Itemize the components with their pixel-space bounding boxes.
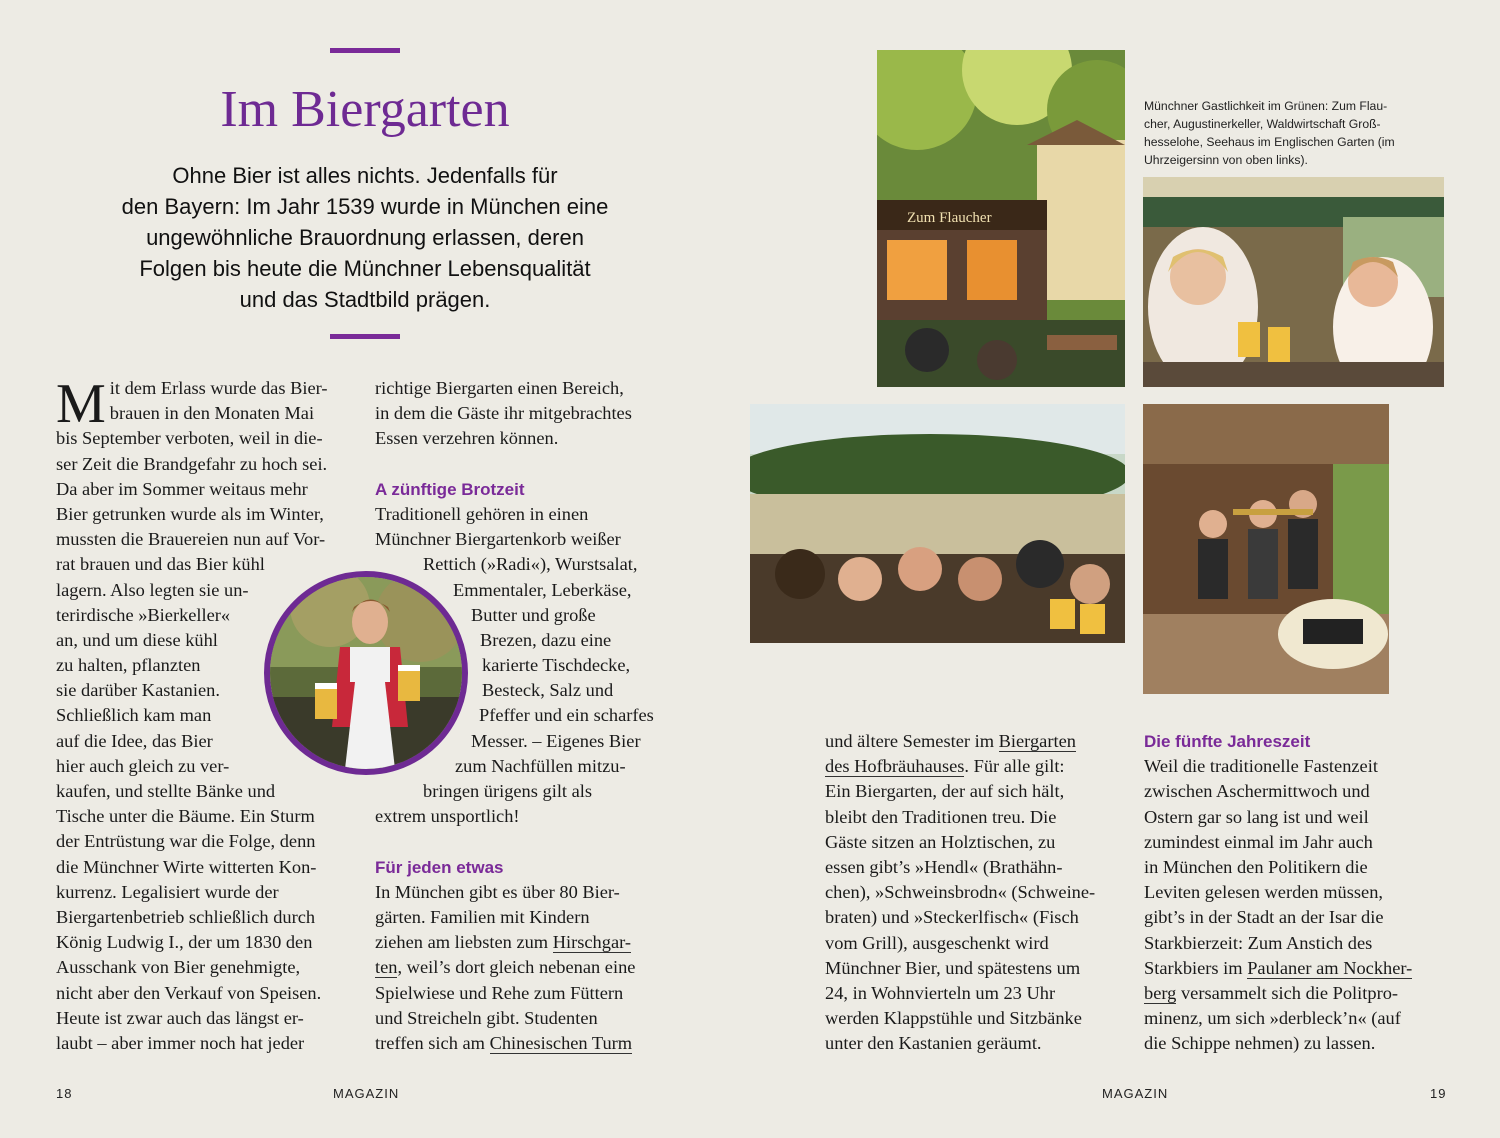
text-line — [1144, 956, 1454, 981]
photo-augustinerkeller — [1143, 177, 1444, 387]
text-line: bringen ürigens gilt als — [423, 781, 593, 801]
text-line — [375, 930, 685, 955]
subheading-fuenfte-jahreszeit: Die fünfte Jahreszeit — [1144, 732, 1311, 751]
text-line: König Ludwig I., der um 1830 den — [56, 932, 313, 953]
text-line: Leviten gelesen werden müssen, — [1144, 882, 1383, 903]
text-line: rat brauen und das Bier kühl — [56, 554, 265, 575]
link-hirschgarten-cont[interactable]: ten — [375, 957, 398, 978]
text-line — [375, 1031, 685, 1056]
text-line: Biergartenbetrieb schließlich durch — [56, 906, 316, 927]
drop-cap: M — [56, 373, 106, 435]
caption-line: Münchner Gastlichkeit im Grünen: Zum Flau- — [1144, 99, 1388, 113]
caption-line: cher, Augustinerkeller, Waldwirtschaft Groß- — [1144, 117, 1381, 131]
lead-line: Ohne Bier ist alles nichts. Jedenfalls für — [172, 163, 558, 188]
text-line: Essen verzehren können. — [375, 428, 559, 449]
column-3-lines — [825, 779, 1135, 1056]
caption-line: Uhrzeigersinn von oben links). — [1144, 153, 1308, 167]
text-line: der Entrüstung war die Folge, denn — [56, 831, 316, 852]
text-line: zum Nachfüllen mitzu- — [455, 755, 626, 776]
text-line: kurrenz. Legalisiert wurde der — [56, 881, 279, 902]
link-hofbraeuhaus-cont[interactable]: des Hofbräuhauses — [825, 756, 965, 777]
text-line: terirdische »Bierkeller« — [56, 604, 231, 625]
text-line: Bier getrunken wurde als im Winter, — [56, 503, 324, 524]
text-line: Gäste sitzen an Holztischen, zu — [825, 831, 1056, 852]
text-line: nicht aber den Verkauf von Speisen. — [56, 982, 322, 1003]
text-line: braten) und »Steckerlfisch« (Fisch — [825, 907, 1079, 928]
sign-text: Zum Flaucher — [907, 210, 992, 226]
body-column-2 — [375, 376, 685, 1056]
first-lines — [56, 373, 366, 435]
lead-line: und das Stadtbild prägen. — [239, 287, 491, 312]
text-line: Münchner Bier, und spätestens um — [825, 957, 1081, 978]
text-line: zu halten, pflanzten — [56, 655, 201, 676]
text-line: Emmentaler, Leberkäse, — [453, 579, 632, 600]
text-line: die Münchner Wirte witterten Kon- — [56, 856, 317, 877]
text-line: Ostern gar so lang ist und weil — [1144, 806, 1369, 827]
link-hirschgarten[interactable]: Hirschgar- — [552, 932, 631, 953]
text-line: hier auch gleich zu ver- — [56, 755, 230, 776]
text-line: Heute ist zwar auch das längst er- — [56, 1007, 304, 1028]
text-line: essen gibt’s »Hendl« (Brathähn- — [825, 856, 1063, 877]
caption-line: hesselohe, Seehaus im Englischen Garten (im — [1144, 135, 1395, 149]
lead-paragraph — [90, 160, 640, 315]
text-line: an, und um diese kühl — [56, 629, 218, 650]
link-hofbraeuhaus[interactable]: Biergarten — [998, 731, 1076, 751]
text-line: Brezen, dazu eine — [480, 629, 612, 650]
text-line — [825, 754, 1135, 779]
text-line: Butter und große — [471, 604, 596, 625]
text-line: gibt’s in der Stadt an der Isar die — [1144, 907, 1384, 928]
section-label-left: MAGAZIN — [333, 1086, 400, 1101]
text-line: und Streicheln gibt. Studenten — [375, 1007, 598, 1028]
text-line: in dem die Gäste ihr mitgebrachtes — [375, 403, 632, 424]
text-line: Pfeffer und ein scharfes — [479, 705, 654, 726]
text-line: gärten. Familien mit Kindern — [375, 906, 590, 927]
text-line: Schließlich kam man — [56, 705, 212, 726]
page-title: Im Biergarten — [220, 81, 510, 138]
lead-line: den Bayern: Im Jahr 1539 wurde in München eine — [121, 194, 609, 219]
title-rule-top — [330, 48, 400, 53]
text-line: Tische unter die Bäume. Ein Sturm — [56, 806, 315, 827]
text-line: werden Klappstühle und Sitzbänke — [825, 1008, 1082, 1029]
text-line: zumindest einmal im Jahr auch — [1144, 831, 1373, 852]
text-line: Münchner Biergartenkorb weißer — [375, 529, 621, 550]
page-number-left: 18 — [56, 1086, 73, 1101]
text-span: und ältere Semester im — [825, 731, 999, 751]
lead-line: Folgen bis heute die Münchner Lebensqualität — [139, 256, 591, 281]
text-line: 24, in Wohnvierteln um 23 Uhr — [825, 982, 1056, 1003]
column-4-lines — [1144, 754, 1454, 956]
text-line: sie darüber Kastanien. — [56, 680, 220, 701]
photo-waldwirtschaft — [1143, 404, 1389, 694]
text-line: karierte Tischdecke, — [482, 655, 631, 676]
text-line: Messer. – Eigenes Bier — [471, 730, 641, 751]
text-line: richtige Biergarten einen Bereich, — [375, 378, 624, 398]
text-line: unter den Kastanien geräumt. — [825, 1033, 1042, 1054]
photo-seehaus — [750, 404, 1125, 643]
text-line: bleibt den Traditionen treu. Die — [825, 806, 1057, 827]
link-paulaner-cont[interactable]: berg — [1144, 982, 1177, 1003]
text-line: in München den Politikern die — [1144, 856, 1368, 877]
subheading-jeden-etwas: Für jeden etwas — [375, 857, 504, 877]
page-number-right: 19 — [1430, 1086, 1447, 1101]
subheading-brotzeit: A zünftige Brotzeit — [375, 479, 525, 499]
text-line: ser Zeit die Brandgefahr zu hoch sei. — [56, 453, 328, 474]
text-span: Starkbiers im — [1144, 957, 1248, 978]
text-line: bis September verboten, weil in die- — [56, 428, 323, 449]
photo-zum-flaucher — [877, 50, 1125, 387]
text-line: Besteck, Salz und — [482, 680, 614, 701]
photo-caption — [1144, 97, 1444, 169]
text-line: kaufen, und stellte Bänke und — [56, 781, 276, 802]
text-span: treffen sich am — [375, 1032, 490, 1053]
text-line: Rettich (»Radi«), Wurstsalat, — [423, 554, 638, 575]
section-label-right: MAGAZIN — [1102, 1086, 1169, 1101]
link-chinesischer-turm[interactable]: Chinesischen Turm — [489, 1032, 633, 1053]
text-line: minenz, um sich »derbleck’n« (auf — [1144, 1008, 1401, 1029]
link-paulaner[interactable]: Paulaner am Nockher- — [1247, 957, 1413, 978]
lead-line: ungewöhnliche Brauordnung erlassen, deren — [146, 225, 584, 250]
text-line: Weil die traditionelle Fastenzeit — [1144, 756, 1378, 777]
text-line: Ausschank von Bier genehmigte, — [56, 957, 301, 978]
text-line: it dem Erlass wurde das Bier- — [109, 378, 328, 398]
text-line: In München gibt es über 80 Bier- — [375, 881, 620, 902]
title-rule-bottom — [330, 334, 400, 339]
text-line: zwischen Aschermittwoch und — [1144, 781, 1370, 802]
text-line: lagern. Also legten sie un- — [56, 579, 249, 600]
text-span: . Für alle gilt: — [964, 756, 1065, 777]
text-line: Starkbierzeit: Zum Anstich des — [1144, 932, 1373, 953]
text-line: die Schippe nehmen) zu lassen. — [1144, 1033, 1376, 1054]
text-span: , weil’s dort gleich nebenan eine — [397, 957, 636, 978]
text-line: Ein Biergarten, der auf sich hält, — [825, 781, 1065, 802]
text-span: ziehen am liebsten zum — [375, 932, 553, 953]
text-line: Da aber im Sommer weitaus mehr — [56, 478, 308, 499]
text-line: Spielwiese und Rehe zum Füttern — [375, 982, 624, 1003]
text-line — [1144, 981, 1454, 1006]
text-line: chen), »Schweinsbrodn« (Schweine- — [825, 882, 1096, 903]
text-line: laubt – aber immer noch hat jeder — [56, 1032, 305, 1053]
text-line: Traditionell gehören in einen — [375, 503, 589, 524]
body-column-3 — [825, 729, 1135, 1056]
text-line: mussten die Brauereien nun auf Vor- — [56, 529, 326, 550]
text-line — [375, 955, 685, 980]
body-column-4 — [1144, 729, 1454, 1056]
text-line: vom Grill), ausgeschenkt wird — [825, 932, 1049, 953]
text-line: auf die Idee, das Bier — [56, 730, 213, 751]
text-line — [825, 729, 1135, 754]
text-span: versammelt sich die Politpro- — [1176, 982, 1399, 1003]
text-line: brauen in den Monaten Mai — [109, 403, 315, 424]
text-line: extrem unsportlich! — [375, 806, 520, 827]
